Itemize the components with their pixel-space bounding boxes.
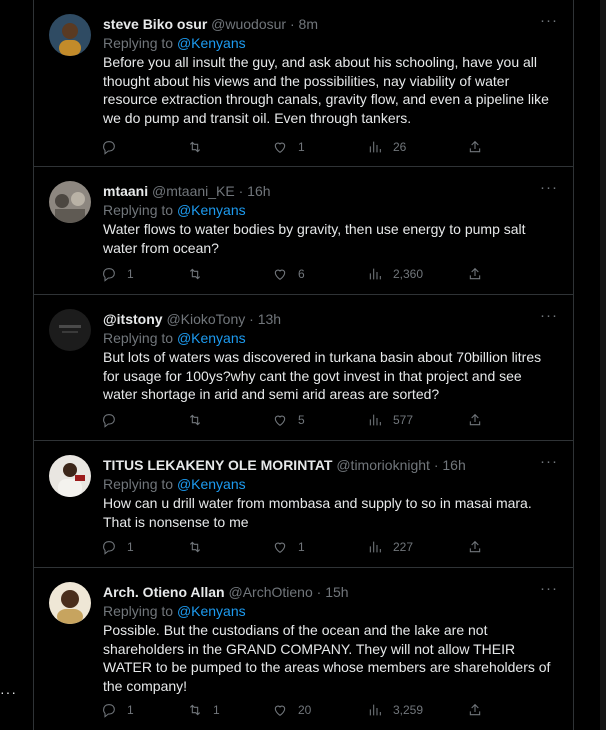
view-count: 577 — [393, 413, 414, 427]
replying-to-link[interactable]: @Kenyans — [176, 476, 246, 492]
more-icon[interactable]: ··· — [540, 179, 558, 196]
heart-icon — [272, 539, 288, 555]
left-more-icon[interactable]: ··· — [0, 684, 17, 700]
author-name[interactable]: Arch. Otieno Allan — [103, 584, 225, 600]
views-button[interactable] — [367, 410, 413, 430]
scrollbar[interactable] — [600, 0, 606, 730]
replying-to-link[interactable]: @Kenyans — [176, 202, 246, 218]
author-handle[interactable]: @ArchOtieno — [228, 584, 313, 600]
author-handle[interactable]: @KiokoTony — [166, 311, 246, 327]
retweet-count: 1 — [213, 703, 220, 717]
replying-prefix: Replying to — [103, 476, 174, 492]
author-name[interactable]: steve Biko osur — [103, 16, 208, 32]
heart-icon — [272, 412, 288, 428]
reply-icon — [101, 702, 117, 718]
share-icon — [467, 539, 483, 555]
reply-icon — [101, 139, 117, 155]
avatar[interactable] — [49, 14, 91, 56]
views-button[interactable] — [367, 137, 406, 157]
separator-dot: · — [289, 16, 295, 32]
reply-icon — [101, 412, 117, 428]
replying-prefix: Replying to — [103, 330, 174, 346]
tweet-header — [103, 582, 557, 602]
like-count: 5 — [298, 413, 305, 427]
reply-icon — [101, 266, 117, 282]
tweet[interactable] — [34, 568, 573, 730]
author-name[interactable]: @itstony — [103, 311, 163, 327]
replying-prefix: Replying to — [103, 603, 174, 619]
tweet-text: How can u drill water from mombasa and supply to so in masai mara. That is nonsense to me — [103, 495, 532, 530]
replying-to-link[interactable]: @Kenyans — [176, 603, 246, 619]
timestamp[interactable]: 8m — [298, 16, 318, 32]
tweet-actions — [103, 137, 573, 157]
share-button[interactable] — [467, 137, 483, 157]
author-handle[interactable]: @wuodosur — [211, 16, 287, 32]
reply-count: 1 — [127, 703, 134, 717]
tweet-actions — [103, 264, 573, 284]
reply-button[interactable] — [101, 410, 127, 430]
more-icon[interactable]: ··· — [540, 453, 558, 470]
retweet-button[interactable] — [187, 700, 220, 720]
view-count: 2,360 — [393, 267, 424, 281]
retweet-icon — [187, 539, 203, 555]
avatar[interactable] — [49, 582, 91, 624]
tweet-text: Before you all insult the guy, and ask about his schooling, have you all thought about his views and the possibilities, nay viability of water resource extraction through canals, gravity flow, and even a pipeline like we do pump and transit oil. Even through tankers. — [103, 54, 549, 126]
reply-button[interactable] — [101, 700, 134, 720]
views-icon — [367, 539, 383, 555]
share-button[interactable] — [467, 700, 483, 720]
avatar-image — [49, 14, 91, 56]
timestamp[interactable]: 13h — [257, 311, 282, 327]
replying-to — [103, 602, 557, 621]
like-count: 6 — [298, 267, 305, 281]
more-icon[interactable]: ··· — [540, 12, 558, 29]
replying-prefix: Replying to — [103, 35, 174, 51]
replying-prefix: Replying to — [103, 202, 174, 218]
share-button[interactable] — [467, 264, 483, 284]
reply-icon — [101, 539, 117, 555]
share-icon — [467, 139, 483, 155]
timeline-column — [33, 0, 574, 730]
author-name[interactable]: TITUS LEKAKENY OLE MORINTAT — [103, 457, 333, 473]
view-count: 26 — [393, 140, 407, 154]
retweet-button[interactable] — [187, 410, 213, 430]
more-icon[interactable]: ··· — [540, 307, 558, 324]
like-button[interactable] — [272, 264, 305, 284]
separator-dot: · — [316, 584, 322, 600]
retweet-icon — [187, 702, 203, 718]
replying-to — [103, 201, 557, 220]
share-icon — [467, 702, 483, 718]
like-count: 20 — [298, 703, 312, 717]
tweet-text: Water flows to water bodies by gravity, then use energy to pump salt water from ocean? — [103, 221, 526, 256]
views-button[interactable] — [367, 537, 413, 557]
like-button[interactable] — [272, 700, 311, 720]
tweet-header — [103, 14, 557, 34]
tweet[interactable] — [34, 0, 573, 167]
reply-button[interactable] — [101, 264, 134, 284]
author-handle[interactable]: @timorioknight — [336, 457, 430, 473]
views-icon — [367, 266, 383, 282]
share-button[interactable] — [467, 410, 483, 430]
retweet-button[interactable] — [187, 137, 213, 157]
views-icon — [367, 139, 383, 155]
views-icon — [367, 702, 383, 718]
tweet[interactable] — [34, 295, 573, 441]
avatar-image — [49, 455, 91, 497]
views-button[interactable] — [367, 700, 423, 720]
retweet-button[interactable] — [187, 537, 213, 557]
heart-icon — [272, 139, 288, 155]
timestamp[interactable]: 16h — [442, 457, 466, 473]
view-count: 3,259 — [393, 703, 424, 717]
retweet-icon — [187, 139, 203, 155]
avatar[interactable] — [49, 181, 91, 223]
separator-dot: · — [238, 183, 244, 199]
tweet[interactable] — [34, 167, 573, 295]
like-count: 1 — [298, 540, 305, 554]
heart-icon — [272, 702, 288, 718]
view-count: 227 — [393, 540, 414, 554]
author-handle[interactable]: @mtaani_KE — [152, 183, 235, 199]
more-icon[interactable]: ··· — [540, 580, 558, 597]
share-icon — [467, 412, 483, 428]
timestamp[interactable]: 16h — [247, 183, 271, 199]
retweet-icon — [187, 266, 203, 282]
avatar-image — [49, 582, 91, 624]
avatar[interactable] — [49, 455, 91, 497]
timestamp[interactable]: 15h — [325, 584, 349, 600]
share-button[interactable] — [467, 537, 483, 557]
views-icon — [367, 412, 383, 428]
tweet-header — [103, 455, 557, 475]
avatar-image — [49, 309, 91, 351]
separator-dot: · — [433, 457, 439, 473]
heart-icon — [272, 266, 288, 282]
tweet-text: But lots of waters was discovered in turkana basin about 70billion litres for usage for 100ys?why cant the govt invest in that project and see water shortage in arid and semi arid areas are sorted? — [103, 349, 542, 402]
author-name[interactable]: mtaani — [103, 183, 149, 199]
views-button[interactable] — [367, 264, 423, 284]
like-button[interactable] — [272, 537, 305, 557]
reply-count: 1 — [127, 267, 134, 281]
tweet-actions — [103, 700, 573, 720]
replying-to-link[interactable]: @Kenyans — [176, 35, 246, 51]
replying-to-link[interactable]: @Kenyans — [176, 330, 246, 346]
replying-to — [103, 329, 557, 348]
reply-button[interactable] — [101, 537, 134, 557]
like-button[interactable] — [272, 137, 305, 157]
like-count: 1 — [298, 140, 305, 154]
reply-button[interactable] — [101, 137, 127, 157]
like-button[interactable] — [272, 410, 305, 430]
tweet-actions — [103, 537, 573, 557]
tweet-text: Possible. But the custodians of the ocean and the lake are not shareholders in the GRAND COMPANY. They will not allow THEIR WATER to be pumped to the areas whose members are shareholders of the company! — [103, 622, 551, 694]
reply-count: 1 — [127, 540, 134, 554]
separator-dot: · — [249, 311, 254, 327]
share-icon — [467, 266, 483, 282]
replying-to — [103, 475, 557, 494]
replying-to — [103, 34, 557, 53]
retweet-button[interactable] — [187, 264, 213, 284]
tweet[interactable] — [34, 441, 573, 568]
tweet-header — [103, 181, 557, 201]
tweet-header — [103, 309, 557, 329]
avatar-image — [49, 181, 91, 223]
avatar[interactable] — [49, 309, 91, 351]
retweet-icon — [187, 412, 203, 428]
tweet-actions — [103, 410, 573, 430]
